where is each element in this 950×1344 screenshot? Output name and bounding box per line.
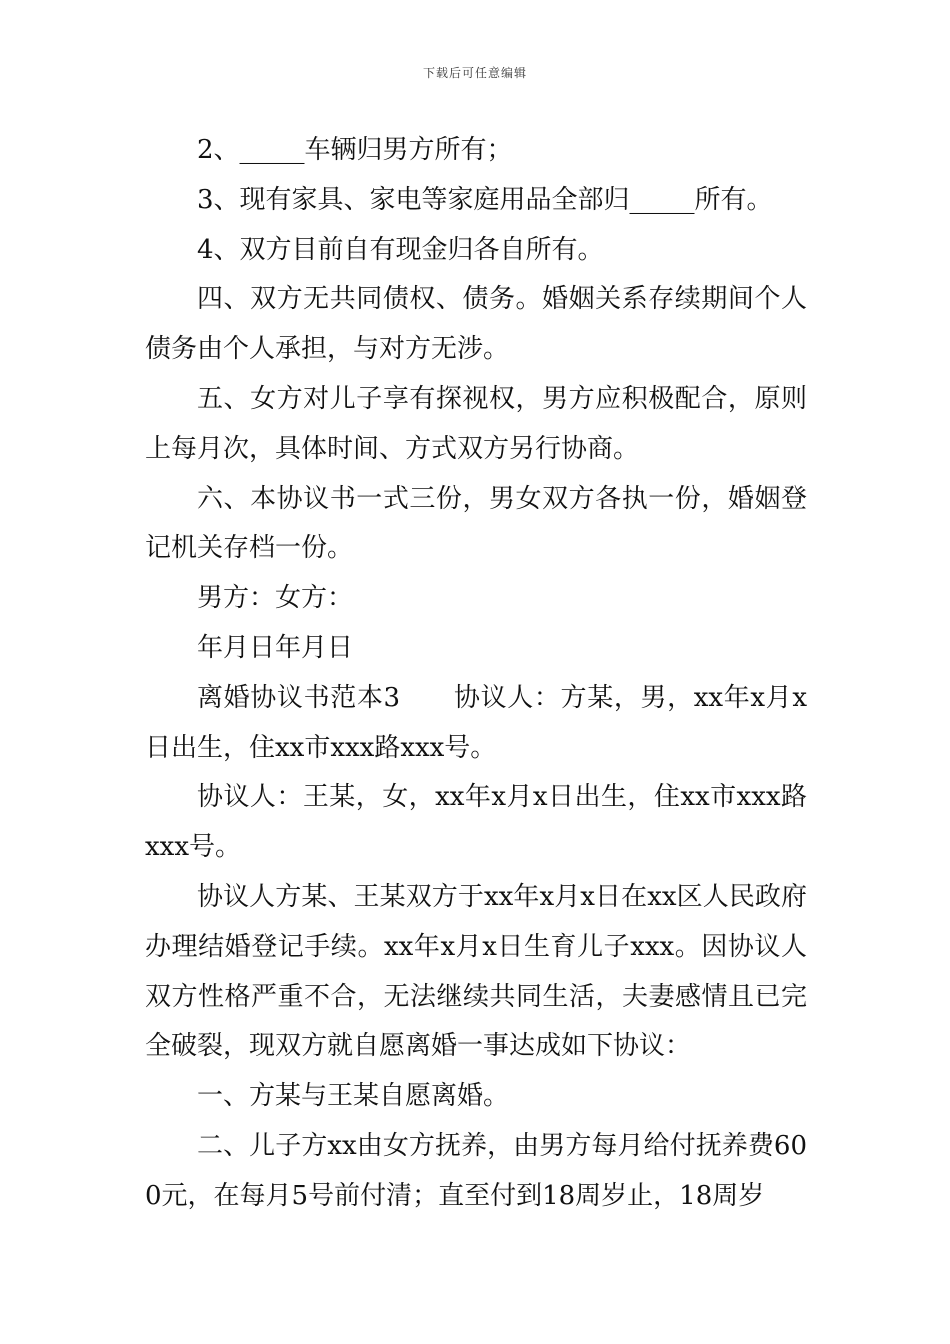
date-line: 年月日年月日 [197,632,354,663]
clause-divorce: 一、方某与王某自愿离婚。 [197,1081,510,1112]
paragraph-cash: 4、双方目前自有现金归各自所有。 [197,234,604,265]
paragraph-visitation: 五、女方对儿子享有探视权，男方应积极配合，原则上每月次，具体时间、方式双方另行协商。 [145,383,807,464]
template-3-party-2: 协议人：王某，女，xx年x月x日出生，住xx市xxx路xxx号。 [145,782,807,863]
document-body [145,126,807,1222]
signature-line: 男方：女方： [197,583,354,614]
paragraph-vehicle: 2、_____车辆归男方所有； [197,135,513,165]
page-header-note: 下载后可任意编辑 [422,66,527,80]
clause-child-support: 二、儿子方xx由女方抚养，由男方每月给付抚养费600元，在每月5号前付清；直至付到18周岁止，18周岁 [145,1130,807,1211]
paragraph-furniture: 3、现有家具、家电等家庭用品全部归_____所有。 [197,184,773,215]
template-3-party-1: 离婚协议书范本3 协议人：方某，男，xx年x月x日出生，住xx市xxx路xxx号。 [145,682,807,763]
paragraph-copies: 六、本协议书一式三份，男女双方各执一份，婚姻登记机关存档一份。 [145,483,807,564]
paragraph-debts: 四、双方无共同债权、债务。婚姻关系存续期间个人债务由个人承担，与对方无涉。 [145,284,807,365]
paragraph-background: 协议人方某、王某双方于xx年x月x日在xx区人民政府办理结婚登记手续。xx年x月x日生育儿子xxx。因协议人双方性格严重不合，无法继续共同生活，夫妻感情且已完全破裂，现双方就自愿离婚一事达成如下协议： [145,881,807,1062]
